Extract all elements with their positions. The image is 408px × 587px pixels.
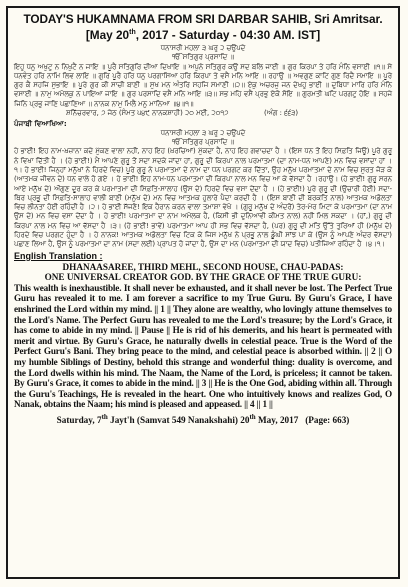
subtitle-date-start: [May 20 <box>85 27 130 42</box>
shabad-mool: ੴ ਸਤਿਗੁਰ ਪ੍ਰਸਾਦਿ ॥ <box>172 53 234 62</box>
english-translation-label: English Translation : <box>14 250 103 261</box>
explanation-heading: ਧਨਾਸਰੀ ਮਹਲਾ ੩ ਘਰੁ ੨ ਚਉਪਦੇ <box>160 128 246 137</box>
english-date-end: May, 2017 <box>255 415 299 426</box>
subtitle-date-suffix: th <box>129 29 136 36</box>
subtitle-date-rest: , 2017 - Saturday - 04:30 AM. IST] <box>135 27 321 42</box>
english-date-start: Saturday, 7 <box>56 415 102 426</box>
shabad-page-ref: (ਅੰਗ : ੬੬੩) <box>264 109 299 117</box>
english-mool: ONE UNIVERSAL CREATOR GOD. BY THE GRACE OF THE TRUE GURU: <box>44 272 362 283</box>
explanation-mool: ੴ ਸਤਿਗੁਰ ਪ੍ਰਸਾਦਿ ॥ <box>172 138 234 147</box>
english-date-line <box>14 411 392 426</box>
english-date-suffix: th <box>101 412 108 421</box>
explanation-text: ਹੇ ਭਾਈ! ਇਹ ਨਾਮ-ਖ਼ਜ਼ਾਨਾ ਕਦੇ ਮੁੱਕਣ ਵਾਲਾ ਨਹੀਂ, ਨਾਹ ਇਹ (ਖ਼ਰਚਿਆਂ) ਮੁੱਕਦਾ ਹੈ, ਨਾਹ ਇਹ ਗਵਾਚਦਾ ਹੈ । (ਇਸ ਧਨ ਤੋਂ ਇਹ ਸਿਫ਼ਤਿ ਜਿਊ) ਪੂਰੇ ਗੁਰੂ ਨੇ ਵਿਖਾ ਦਿੱਤੀ ਹੈ । (ਹੇ ਭਾਈ!) ਮੈਂ ਆਪਣੇ ਗੁਰੂ ਤੋਂ ਸਦਾ ਸਦਕੇ ਜਾਂਦਾ ਹਾਂ, ਗੁਰੂ ਦੀ ਕਿਰਪਾ ਨਾਲ ਪਰਮਾਤਮਾ (ਦਾ ਨਾਮ-ਧਨ ਆਪਣੇ) ਮਨ ਵਿਚ ਵਸਾਂਦਾ ਹਾਂ ।੧। ਹੇ ਭਾਈ! ਜਿਨ੍ਹਾਂ ਮਨੁੱਖਾਂ ਨੇ ਹਿਰਦੇ ਵਿਚ) ਪੂਰੇ ਗੁਰੂ ਨੇ ਪਰਮਾਤਮਾ ਦੇ ਨਾਮ ਦਾ ਧਨ ਪਰਗਟ ਕਰ ਦਿੱਤਾ, ਉਹ ਮਨੁੱਖ ਪਰਮਾਤਮਾ ਦੇ ਨਾਮ ਵਿਚ ਸੁਰਤ ਜੋੜ ਕੇ (ਆਤਮਕ ਜੀਵਨ ਦੇ) ਧਨ ਵਾਲੇ ਹੋ ਗਏ । ਹੇ ਭਾਈ! ਇਹ ਨਾਮ-ਧਨ ਪਰਮਾਤਮਾ ਦੀ ਕਿਰਪਾ ਨਾਲ ਮਨ ਵਿਚ ਆ ਕੇ ਵੱਸਦਾ ਹੈ ।ਰਹਾਉ। (ਹੇ ਭਾਈ! ਗੁਰੂ ਸਰਨ ਆਏ ਮਨੁੱਖ ਦੇ) ਔਗੁਣ ਦੂਰ ਕਰ ਕੇ ਪਰਮਾਤਮਾ ਦੀ ਸਿਫ਼ਤਿ-ਸਾਲਾਹ (ਉਸ ਦੇ) ਹਿਰਦੇ ਵਿਚ ਵਸਾ ਦੇਂਦਾ ਹੈ । (ਹੇ ਭਾਈ!) ਪੂਰੇ ਗੁਰੂ ਦੀ (ਉਚਾਰੀ ਹੋਈ) ਸਦਾ-ਥਿਰ ਪ੍ਰਭੂ ਦੀ ਸਿਫ਼ਤਿ-ਸਾਲਾਹ ਵਾਲੀ ਬਾਣੀ (ਮਨੁੱਖ ਦੇ) ਮਨ ਵਿਚ ਆਤਮਕ ਹੁਲਾਰੇ ਪੈਦਾ ਕਰਦੀ ਹੈ । (ਇਸ ਬਾਣੀ ਦੀ ਬਰਕਤਿ ਨਾਲ) ਆਤਮਕ ਅਡੋਲਤਾ ਵਿਚ ਲੀਨਤਾ ਹੋਈ ਰਹਿੰਦੀ ਹੈ ।੨। ਹੇ ਭਾਈ ਸੱਜਣੋ! ਇਕ ਹੈਰਾਨ ਕਰਨ ਵਾਲਾ ਤਮਾਸ਼ਾ ਵੇਖੋ । (ਗੁਰੂ ਮਨੁੱਖ ਦੇ ਅੰਦਰੋਂ) ਤੇਰ-ਮੇਰ ਮਿਟਾ ਕੇ ਪਰਮਾਤਮਾ (ਦਾ ਨਾਮ ਉਸ ਦੇ) ਮਨ ਵਿਚ ਵਸਾ ਦੇਂਦਾ ਹੈ । ਹੇ ਭਾਈ! ਪਰਮਾਤਮਾ ਦਾ ਨਾਮ ਅਮੋਲਕ ਹੈ, (ਕਿਸੀ ਭੀ ਦੁਨਿਆਵੀ ਕੀਮਤ ਨਾਲ) ਨਹੀਂ ਮਿਲ ਸਕਦਾ । (ਹਾਂ,) ਗੁਰੂ ਦੀ ਕਿਰਪਾ ਨਾਲ ਮਨ ਵਿਚ ਆ ਵੱਸਦਾ ਹੈ ।੩। (ਹੇ ਭਾਈ! ਭਾਵੇਂ) ਪਰਮਾਤਮਾ ਆਪ ਹੀ ਸਭ ਵਿਚ ਵੱਸਦਾ ਹੈ, (ਪਰ) ਗੁਰੂ ਦੀ ਮਤਿ ਉੱਤੇ ਤੁਰਿਆਂ ਹੀ (ਮਨੁੱਖ ਦੇ) ਹਿਰਦੇ ਵਿਚ ਪਰਗਟ ਹੁੰਦਾ ਹੈ । ਹੇ ਨਾਨਕ! ਆਤਮਕ ਅਡੋਲਤਾ ਵਿਚ ਟਿਕ ਕੇ ਜਿਸ ਮਨੁੱਖ ਨੇ ਪ੍ਰਭੂ ਨਾਲ ਡੂੰਘੀ ਸਾਂਝ ਪਾ ਕੇ (ਉਸ ਨੂੰ ਆਪਣੇ ਅੰਦਰ ਵੱਸਦਾ) ਪਛਾਣ ਲਿਆ ਹੈ, ਉਸ ਨੂੰ ਪਰਮਾਤਮਾ ਦਾ ਨਾਮ (ਸਦਾ ਲਈ) ਪ੍ਰਾਪਤ ਹੋ ਜਾਂਦਾ ਹੈ, ਉਸ ਦਾ ਮਨ (ਪਰਮਾਤਮਾ ਦੀ ਯਾਦ ਵਿਚ) ਪਤੀਜਿਆ ਰਹਿੰਦਾ ਹੈ ।੪।੧। <box>14 147 392 249</box>
page-subtitle <box>14 26 392 42</box>
page-title: TODAY'S HUKAMNAMA FROM SRI DARBAR SAHIB, Sri Amritsar. <box>23 12 383 26</box>
english-date-mid: Jayt'h (Samvat 549 Nanakshahi) 20 <box>107 415 250 426</box>
shabad-date: ਸ਼ਨਿੱਚਰਵਾਰ, ੭ ਜੇਠ (ਸੰਮਤ ੫੪੯ ਨਾਨਕਸ਼ਾਹੀ) ੨੦ ਮਈ, ੨੦੧੭ <box>66 109 229 117</box>
english-page-ref: (Page: 663) <box>305 415 350 426</box>
punjabi-explanation-label: ਪੰਜਾਬੀ ਵਿਆਖਿਆ: <box>14 119 67 129</box>
shabad-text: ਇਹੁ ਧਨੁ ਅਖੁਟੁ ਨ ਨਿਖੁਟੈ ਨ ਜਾਇ ॥ ਪੂਰੈ ਸਤਿਗੁਰਿ ਦੀਆ ਦਿਖਾਇ ॥ ਅਪੁਨੇ ਸਤਿਗੁਰ ਕਉ ਸਦ ਬਲਿ ਜਾਈ ॥ ਗੁਰ ਕਿਰਪਾ ਤੇ ਹਰਿ ਮੰਨਿ ਵਸਾਈ ॥੧॥ ਸੇ ਧਨਵੰਤ ਹਰਿ ਨਾਮਿ ਲਿਵ ਲਾਇ ॥ ਗੁਰਿ ਪੂਰੈ ਹਰਿ ਧਨੁ ਪਰਗਾਸਿਆ ਹਰਿ ਕਿਰਪਾ ਤੇ ਵਸੈ ਮਨਿ ਆਇ ॥ ਰਹਾਉ ॥ ਅਵਗੁਣ ਕਾਟਿ ਗੁਣ ਰਿਦੈ ਸਮਾਇ ॥ ਪੂਰੇ ਗੁਰ ਕੈ ਸਹਜਿ ਸੁਭਾਇ ॥ ਪੂਰੇ ਗੁਰ ਕੀ ਸਾਚੀ ਬਾਣੀ ॥ ਸੁਖ ਮਨ ਅੰਤਰਿ ਸਹਜਿ ਸਮਾਣੀ ॥੨॥ ਏਕੁ ਅਚਰਜੁ ਜਨ ਦੇਖਹੁ ਭਾਈ ॥ ਦੁਬਿਧਾ ਮਾਰਿ ਹਰਿ ਮੰਨਿ ਵਸਾਈ ॥ ਨਾਮੁ ਅਮੋਲਕੁ ਨ ਪਾਇਆ ਜਾਇ ॥ ਗੁਰ ਪਰਸਾਦਿ ਵਸੈ ਮਨਿ ਆਇ ॥੩॥ ਸਭ ਮਹਿ ਵਸੈ ਪ੍ਰਭੁ ਏਕੋ ਸੋਇ ॥ ਗੁਰਮਤੀ ਘਟਿ ਪਰਗਟੁ ਹੋਇ ॥ ਸਹਜੇ ਜਿਨਿ ਪ੍ਰਭੁ ਜਾਣਿ ਪਛਾਣਿਆ ॥ ਨਾਨਕ ਨਾਮੁ ਮਿਲੈ ਮਨੁ ਮਾਨਿਆ ॥੪॥੧॥ <box>14 62 392 108</box>
english-date-suffix-2: th <box>249 412 256 421</box>
shabad-date-line <box>14 109 392 118</box>
english-text: This wealth is inexhaustible. It shall never be exhausted, and it shall never be lost. The Perfect True Guru has revealed it to me. I am forever a sacrifice to my True Guru. By Guru's Grace, I have enshrined the Lord within my mind. || 1 || They alone are wealthy, who lovingly attune themselves to the Lord's Name. The Perfect Guru has revealed to me the Lord's treasure; by the Lord's Grace, it has come to abide in my mind. || Pause || He is rid of his demerits, and his heart is permeated with merit and virtue. By Guru's Grace, he naturally dwells in celestial peace. True is the Word of the Perfect Guru's Bani. They bring peace to the mind, and celestial peace is absorbed within. || 2 || O my humble Siblings of Destiny, behold this strange and wonderful thing: duality is overcome, and the Lord dwells within his mind. The Naam, the Name of the Lord, is priceless; it cannot be taken. By Guru's Grace, it comes to abide in the mind. || 3 || He is the One God, abiding within all. Through the Guru's Teachings, He is revealed in the heart. One who intuitively knows and realizes God, O Nanak, obtains the Naam; his mind is pleased and appeased. || 4 || 1 || <box>14 282 392 410</box>
hukamnama-page <box>6 6 400 579</box>
english-heading: DHANAASAREE, THIRD MEHL, SECOND HOUSE, CHAU-PADAS: <box>62 261 344 272</box>
shabad-heading: ਧਨਾਸਰੀ ਮਹਲਾ ੩ ਘਰੁ ੨ ਚਉਪਦੇ <box>160 43 246 52</box>
